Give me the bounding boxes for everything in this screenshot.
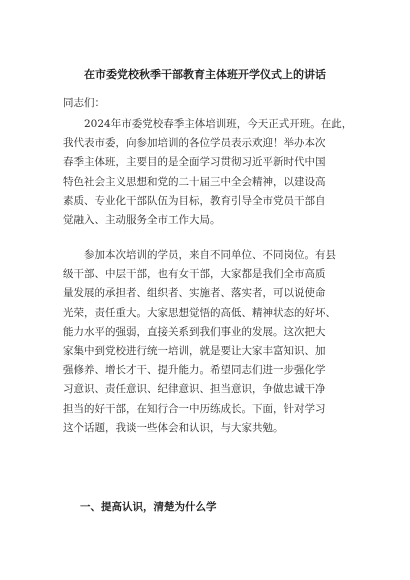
salutation: 同志们： [63, 97, 105, 109]
paragraph-line: 能力水平的强弱，直接关系到我们事业的发展。这次把大 [63, 325, 326, 338]
paragraph-line: 素质、专业化干部队伍为目标，教育引导全市党员干部自 [63, 194, 326, 207]
paragraph-line: 参加本次培训的学员，来自不同单位、不同岗位。有县 [84, 249, 336, 261]
paragraph-line: 强修养、增长才干、提升能力。希望同志们进一步强化学 [63, 364, 326, 377]
paragraph-line: 春季主体班，主要目的是全面学习贯彻习近平新时代中国 [63, 156, 326, 169]
paragraph-line: 特色社会主义思想和党的二十届三中全会精神，以建设高 [63, 175, 326, 188]
paragraph-line: 习意识、责任意识、纪律意识、担当意识，争做忠诚干净 [63, 383, 326, 396]
document-title: 在市委党校秋季干部教育主体班开学仪式上的讲话 [84, 68, 326, 81]
paragraph-line: 量发展的承担者、组织者、实施者、落实者，可以说使命 [63, 287, 326, 300]
paragraph-trainees [63, 246, 363, 438]
paragraph-line: 担当的好干部，在知行合一中历练成长。下面，针对学习 [63, 402, 326, 415]
paragraph-line: 光荣，责任重大。大家思想觉悟的高低、精神状态的好坏、 [63, 306, 336, 319]
paragraph-line: 觉融入、主动服务全市工作大局。 [63, 213, 221, 226]
paragraph-line: 这个话题，我谈一些体会和认识，与大家共勉。 [63, 421, 284, 434]
paragraph-line: 2024年市委党校春季主体培训班，今天正式开班。在此， [84, 118, 353, 130]
section-heading: 一、提高认识，清楚为什么学 [80, 501, 217, 513]
paragraph-line: 级干部、中层干部，也有女干部，大家都是我们全市高质 [63, 268, 326, 281]
paragraph-opening [63, 115, 363, 230]
paragraph-line: 家集中到党校进行统一培训，就是要让大家丰富知识、加 [63, 344, 326, 357]
paragraph-line: 我代表市委，向参加培训的各位学员表示欢迎！举办本次 [63, 137, 326, 150]
